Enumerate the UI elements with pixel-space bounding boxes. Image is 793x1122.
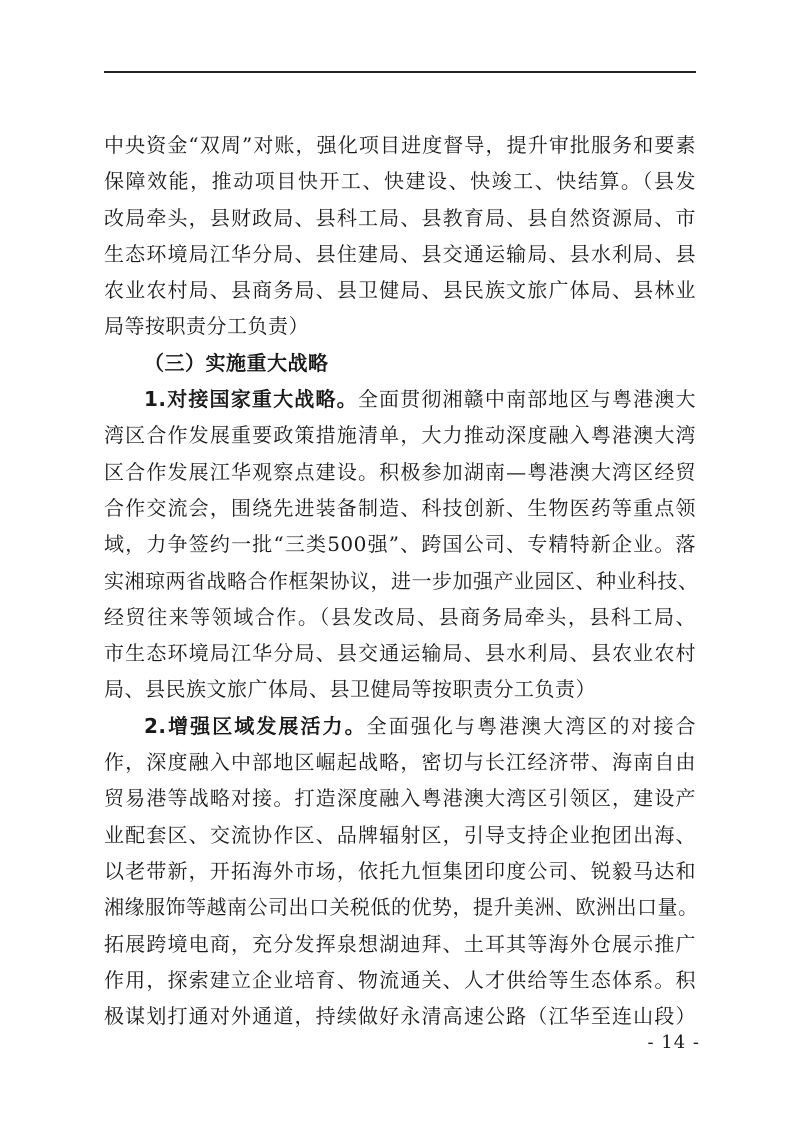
text-line: 业配套区、交流协作区、品牌辐射区，引导支持企业抱团出海、 <box>104 822 696 847</box>
text-line: 区合作发展江华观察点建设。积极参加湖南—粤港澳大湾区经贸 <box>104 459 696 484</box>
text-line: 市生态环境局江华分局、县交通运输局、县水利局、县农业农村 <box>104 641 696 666</box>
item-1-title: 1.对接国家重大战略。 <box>144 387 358 412</box>
item-1-paragraph <box>104 381 699 708</box>
document-body <box>104 127 699 1034</box>
text-line: 经贸往来等领域合作。（县发改局、县商务局牵头，县科工局、 <box>104 604 696 629</box>
page-number: - 14 - <box>647 1032 700 1053</box>
item-1-first-line <box>104 381 696 417</box>
item-2-first-line <box>104 708 696 744</box>
text-line: 拓展跨境电商，充分发挥泉想湖迪拜、土耳其等海外仓展示推广 <box>104 931 696 956</box>
text-line: 局、县民族文旅广体局、县卫健局等按职责分工负责） <box>104 677 596 702</box>
item-2-paragraph <box>104 708 699 1035</box>
text-line: 保障效能，推动项目快开工、快建设、快竣工、快结算。（县发 <box>104 169 696 194</box>
text-line: 局等按职责分工负责） <box>104 314 309 339</box>
section-heading: （三）实施重大战略 <box>144 350 329 375</box>
text-line: 作，深度融入中部地区崛起战略，密切与长江经济带、海南自由 <box>104 750 696 775</box>
text-line: 改局牵头，县财政局、县科工局、县教育局、县自然资源局、市 <box>104 205 696 230</box>
text-line: 湘缘服饰等越南公司出口关税低的优势，提升美洲、欧洲出口量。 <box>104 895 699 920</box>
text-line: 作用，探索建立企业培育、物流通关、人才供给等生态体系。积 <box>104 967 696 992</box>
item-1-first-line-text: 全面贯彻湘赣中南部地区与粤港澳大 <box>357 387 697 412</box>
text-line: 域，力争签约一批“三类500强”、跨国公司、专精特新企业。落 <box>104 532 696 557</box>
item-2-title: 2.增强区域发展活力。 <box>144 713 367 738</box>
paragraph-continuation <box>104 127 696 345</box>
text-line: 实湘琼两省战略合作框架协议，进一步加强产业园区、种业科技、 <box>104 568 699 593</box>
text-line: 以老带新，开拓海外市场，依托九恒集团印度公司、锐毅马达和 <box>104 858 696 883</box>
text-line: 中央资金“双周”对账，强化项目进度督导，提升审批服务和要素 <box>104 133 696 157</box>
header-rule <box>104 71 696 73</box>
text-line: 合作交流会，围绕先进装备制造、科技创新、生物医药等重点领 <box>104 495 696 520</box>
text-line: 湾区合作发展重要政策措施清单，大力推动深度融入粤港澳大湾 <box>104 423 696 448</box>
text-line: 极谋划打通对外通道，持续做好永清高速公路（江华至连山段） <box>104 1004 696 1029</box>
text-line: 农业农村局、县商务局、县卫健局、县民族文旅广体局、县林业 <box>104 278 696 303</box>
item-2-first-line-text: 全面强化与粤港澳大湾区的对接合 <box>366 713 697 738</box>
text-line: 生态环境局江华分局、县住建局、县交通运输局、县水利局、县 <box>104 241 696 266</box>
text-line: 贸易港等战略对接。打造深度融入粤港澳大湾区引领区，建设产 <box>104 786 696 811</box>
